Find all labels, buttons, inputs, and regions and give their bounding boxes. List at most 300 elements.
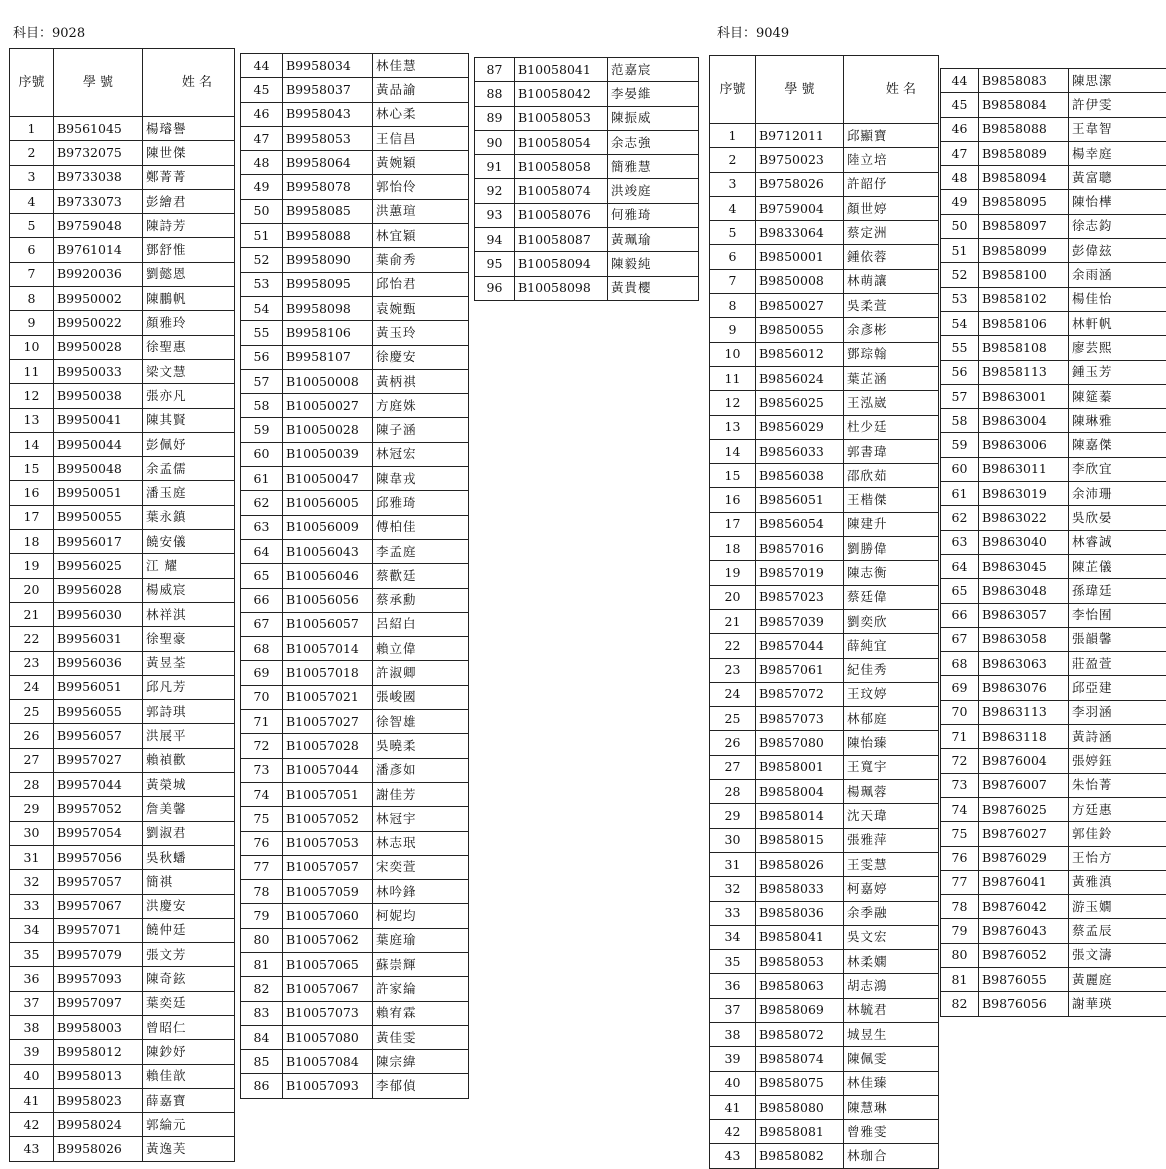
- row-seq: 73: [941, 773, 979, 797]
- table-row: [10, 1113, 235, 1137]
- table-row: [941, 141, 1166, 165]
- row-seq: 4: [710, 196, 756, 220]
- row-student-id: B9857061: [756, 658, 844, 682]
- row-seq: 2: [10, 141, 54, 165]
- row-student-id: B9858106: [979, 311, 1069, 335]
- row-student-name: 江 耀: [143, 554, 235, 578]
- row-student-name: 徐聖豪: [143, 627, 235, 651]
- row-student-name: 邱凡芳: [143, 675, 235, 699]
- row-seq: 9: [710, 318, 756, 342]
- row-student-name: 林宜穎: [373, 224, 469, 248]
- row-student-id: B10057060: [283, 904, 373, 928]
- row-seq: 55: [941, 336, 979, 360]
- row-student-name: 林志珉: [373, 831, 469, 855]
- row-seq: 43: [10, 1137, 54, 1161]
- row-seq: 50: [241, 199, 283, 223]
- row-student-name: 陳子涵: [373, 418, 469, 442]
- row-seq: 92: [475, 179, 515, 203]
- row-seq: 63: [241, 515, 283, 539]
- row-student-name: 蔡孟辰: [1069, 919, 1166, 943]
- row-student-id: B9956051: [54, 675, 143, 699]
- row-student-id: B9950044: [54, 432, 143, 456]
- row-student-id: B9857019: [756, 561, 844, 585]
- row-seq: 28: [710, 780, 756, 804]
- row-student-name: 洪慶安: [143, 894, 235, 918]
- row-seq: 37: [710, 998, 756, 1022]
- row-student-id: B10057059: [283, 880, 373, 904]
- row-seq: 48: [941, 166, 979, 190]
- row-student-id: B9863057: [979, 603, 1069, 627]
- row-student-name: 李欣宜: [1069, 457, 1166, 481]
- row-student-name: 彭偉玆: [1069, 239, 1166, 263]
- row-seq: 46: [241, 102, 283, 126]
- table-row: [710, 901, 939, 925]
- row-student-id: B9958085: [283, 199, 373, 223]
- table-row: [241, 224, 469, 248]
- row-student-name: 林心柔: [373, 102, 469, 126]
- row-student-name: 邱亞建: [1069, 676, 1166, 700]
- row-student-id: B9858082: [756, 1144, 844, 1168]
- row-student-id: B9858004: [756, 780, 844, 804]
- row-seq: 70: [241, 685, 283, 709]
- row-seq: 40: [710, 1071, 756, 1095]
- table-row: [710, 877, 939, 901]
- row-student-id: B9876004: [979, 749, 1069, 773]
- row-student-name: 王韋智: [1069, 117, 1166, 141]
- row-student-name: 方庭姝: [373, 394, 469, 418]
- row-student-name: 洪蕙瑄: [373, 199, 469, 223]
- table-row: [710, 391, 939, 415]
- table-row: [941, 457, 1166, 481]
- header-name: 姓 名: [143, 49, 235, 117]
- table-row: [10, 1137, 235, 1161]
- row-seq: 41: [10, 1088, 54, 1112]
- row-student-id: B9958088: [283, 224, 373, 248]
- row-student-name: 呂紹白: [373, 612, 469, 636]
- row-student-name: 許家綸: [373, 977, 469, 1001]
- table-row: [241, 345, 469, 369]
- row-seq: 34: [710, 925, 756, 949]
- row-seq: 44: [941, 69, 979, 93]
- table-row: [710, 1144, 939, 1168]
- row-student-id: B9863001: [979, 384, 1069, 408]
- row-student-name: 曾雅雯: [844, 1120, 939, 1144]
- table-row: [10, 505, 235, 529]
- table-row: [10, 262, 235, 286]
- table-row: [10, 457, 235, 481]
- table-row: [10, 602, 235, 626]
- row-student-id: B9876042: [979, 895, 1069, 919]
- table-row: [241, 637, 469, 661]
- row-student-name: 顏雅玲: [143, 311, 235, 335]
- row-student-name: 黃富聰: [1069, 166, 1166, 190]
- row-seq: 10: [10, 335, 54, 359]
- table-row: [241, 952, 469, 976]
- table-row: [241, 661, 469, 685]
- table-row: [10, 238, 235, 262]
- table-row: [241, 102, 469, 126]
- row-seq: 38: [710, 1022, 756, 1046]
- row-seq: 91: [475, 155, 515, 179]
- row-student-name: 方廷惠: [1069, 797, 1166, 821]
- row-student-id: B9957052: [54, 797, 143, 821]
- row-student-id: B9876056: [979, 992, 1069, 1016]
- row-seq: 62: [241, 491, 283, 515]
- row-seq: 96: [475, 276, 515, 300]
- table-row: [710, 196, 939, 220]
- table-row: [710, 974, 939, 998]
- subject-label-9049: 科目：9049: [717, 22, 789, 41]
- table-row: [710, 682, 939, 706]
- row-student-name: 彭佩妤: [143, 432, 235, 456]
- row-student-id: B9856033: [756, 439, 844, 463]
- row-student-id: B9856029: [756, 415, 844, 439]
- table-row: [941, 433, 1166, 457]
- row-student-name: 簡祺: [143, 870, 235, 894]
- row-seq: 89: [475, 106, 515, 130]
- row-student-name: 林佳臻: [844, 1071, 939, 1095]
- row-student-id: B10057067: [283, 977, 373, 1001]
- row-student-id: B9920036: [54, 262, 143, 286]
- row-seq: 50: [941, 214, 979, 238]
- row-student-name: 徐慶安: [373, 345, 469, 369]
- row-seq: 51: [941, 239, 979, 263]
- row-seq: 33: [10, 894, 54, 918]
- row-student-name: 林吟鋒: [373, 880, 469, 904]
- row-seq: 56: [241, 345, 283, 369]
- row-student-name: 紀佳秀: [844, 658, 939, 682]
- row-student-id: B9858099: [979, 239, 1069, 263]
- table-row: [241, 199, 469, 223]
- row-seq: 82: [241, 977, 283, 1001]
- row-student-id: B10056057: [283, 612, 373, 636]
- table-row: [10, 821, 235, 845]
- row-student-id: B9957093: [54, 967, 143, 991]
- table-row: [10, 845, 235, 869]
- row-seq: 31: [10, 845, 54, 869]
- table-row: [475, 203, 699, 227]
- row-seq: 54: [241, 296, 283, 320]
- row-student-id: B9876055: [979, 967, 1069, 991]
- row-student-id: B9858063: [756, 974, 844, 998]
- row-student-id: B9858088: [979, 117, 1069, 141]
- row-seq: 47: [941, 141, 979, 165]
- row-seq: 59: [241, 418, 283, 442]
- row-student-id: B10058054: [515, 130, 608, 154]
- table-row: [710, 950, 939, 974]
- row-student-id: B9958106: [283, 321, 373, 345]
- row-seq: 15: [10, 457, 54, 481]
- row-student-id: B9950028: [54, 335, 143, 359]
- row-seq: 82: [941, 992, 979, 1016]
- row-student-name: 余季融: [844, 901, 939, 925]
- row-student-name: 李孟庭: [373, 539, 469, 563]
- row-student-name: 陳韋戎: [373, 467, 469, 491]
- header-row: [10, 49, 235, 117]
- row-student-name: 洪竣庭: [608, 179, 699, 203]
- row-student-id: B9957054: [54, 821, 143, 845]
- table-row: [941, 384, 1166, 408]
- row-seq: 56: [941, 360, 979, 384]
- row-student-name: 陳怡樺: [1069, 190, 1166, 214]
- table-row: [10, 651, 235, 675]
- row-seq: 21: [10, 602, 54, 626]
- row-student-id: B9858069: [756, 998, 844, 1022]
- table-row: [710, 561, 939, 585]
- table-row: [241, 880, 469, 904]
- row-seq: 74: [941, 797, 979, 821]
- table-row: [710, 1071, 939, 1095]
- row-student-name: 孫瑋廷: [1069, 579, 1166, 603]
- row-seq: 71: [941, 725, 979, 749]
- table-row: [241, 710, 469, 734]
- row-seq: 30: [710, 828, 756, 852]
- row-student-id: B9876025: [979, 797, 1069, 821]
- row-seq: 72: [241, 734, 283, 758]
- row-student-id: B9950002: [54, 287, 143, 311]
- table-row: [941, 797, 1166, 821]
- row-student-id: B10058042: [515, 82, 608, 106]
- row-student-name: 陳鵬帆: [143, 287, 235, 311]
- row-seq: 13: [10, 408, 54, 432]
- row-student-id: B9958090: [283, 248, 373, 272]
- table-row: [10, 117, 235, 141]
- row-student-name: 林毓君: [844, 998, 939, 1022]
- row-student-name: 梁文慧: [143, 359, 235, 383]
- row-student-name: 朱怡菁: [1069, 773, 1166, 797]
- table-row: [710, 366, 939, 390]
- table-row: [10, 165, 235, 189]
- table-row: [241, 248, 469, 272]
- row-seq: 65: [241, 564, 283, 588]
- row-seq: 60: [941, 457, 979, 481]
- row-student-id: B9876029: [979, 846, 1069, 870]
- table-row: [710, 415, 939, 439]
- row-student-name: 楊珮蓉: [844, 780, 939, 804]
- row-student-id: B9876043: [979, 919, 1069, 943]
- table-row: [241, 491, 469, 515]
- row-seq: 52: [241, 248, 283, 272]
- table-row: [710, 1120, 939, 1144]
- table-row: [710, 804, 939, 828]
- row-student-name: 李晏維: [608, 82, 699, 106]
- table-row: [710, 318, 939, 342]
- row-student-name: 陳琳雅: [1069, 409, 1166, 433]
- row-student-id: B9863118: [979, 725, 1069, 749]
- row-student-name: 王寬宇: [844, 755, 939, 779]
- row-seq: 79: [241, 904, 283, 928]
- row-seq: 3: [10, 165, 54, 189]
- row-student-id: B9958034: [283, 54, 373, 78]
- row-student-id: B10057084: [283, 1050, 373, 1074]
- row-student-name: 林佳慧: [373, 54, 469, 78]
- row-student-name: 楊璿譽: [143, 117, 235, 141]
- table-row: [241, 685, 469, 709]
- row-seq: 68: [241, 637, 283, 661]
- row-seq: 65: [941, 579, 979, 603]
- row-seq: 76: [241, 831, 283, 855]
- row-student-id: B9957057: [54, 870, 143, 894]
- row-seq: 61: [241, 467, 283, 491]
- row-seq: 18: [710, 537, 756, 561]
- row-student-name: 蔡承勳: [373, 588, 469, 612]
- row-student-id: B9957097: [54, 991, 143, 1015]
- row-student-name: 陸立培: [844, 148, 939, 172]
- row-student-id: B9561045: [54, 117, 143, 141]
- table-row: [941, 554, 1166, 578]
- row-student-name: 詹美馨: [143, 797, 235, 821]
- table-row: [241, 807, 469, 831]
- row-student-id: B9858102: [979, 287, 1069, 311]
- row-student-id: B9950048: [54, 457, 143, 481]
- row-student-id: B9956025: [54, 554, 143, 578]
- row-seq: 27: [10, 748, 54, 772]
- row-student-id: B9850001: [756, 245, 844, 269]
- row-seq: 51: [241, 224, 283, 248]
- row-student-id: B10057080: [283, 1025, 373, 1049]
- row-student-id: B10058053: [515, 106, 608, 130]
- row-seq: 7: [10, 262, 54, 286]
- table-row: [710, 731, 939, 755]
- table-row: [241, 467, 469, 491]
- row-seq: 35: [10, 943, 54, 967]
- row-student-id: B10058041: [515, 58, 608, 82]
- table-row: [941, 69, 1166, 93]
- row-student-name: 張亦凡: [143, 384, 235, 408]
- row-seq: 8: [710, 294, 756, 318]
- row-student-id: B9750023: [756, 148, 844, 172]
- table-row: [710, 1022, 939, 1046]
- table-row: [10, 894, 235, 918]
- row-student-name: 賴立偉: [373, 637, 469, 661]
- row-student-id: B9856025: [756, 391, 844, 415]
- row-student-name: 陳筵蓁: [1069, 384, 1166, 408]
- table-row: [941, 482, 1166, 506]
- table-row: [941, 603, 1166, 627]
- row-student-name: 黃品諭: [373, 78, 469, 102]
- row-student-name: 游玉嫺: [1069, 895, 1166, 919]
- row-seq: 19: [10, 554, 54, 578]
- row-seq: 53: [941, 287, 979, 311]
- row-student-id: B10050028: [283, 418, 373, 442]
- table-row: [10, 991, 235, 1015]
- row-student-id: B10057093: [283, 1074, 373, 1098]
- table-row: [241, 612, 469, 636]
- table-row: [241, 977, 469, 1001]
- table-row: [710, 707, 939, 731]
- row-student-name: 黃榮城: [143, 773, 235, 797]
- table-row: [941, 749, 1166, 773]
- table-row: [10, 335, 235, 359]
- row-seq: 43: [710, 1144, 756, 1168]
- row-student-name: 王雯慧: [844, 852, 939, 876]
- row-seq: 18: [10, 530, 54, 554]
- row-student-id: B9857016: [756, 537, 844, 561]
- row-student-id: B9957067: [54, 894, 143, 918]
- table-row: [241, 54, 469, 78]
- row-student-id: B10050027: [283, 394, 373, 418]
- table-row: [710, 780, 939, 804]
- table-row: [10, 481, 235, 505]
- row-student-name: 廖芸熙: [1069, 336, 1166, 360]
- row-student-name: 潘玉庭: [143, 481, 235, 505]
- row-seq: 32: [710, 877, 756, 901]
- row-seq: 78: [241, 880, 283, 904]
- table-row: [475, 82, 699, 106]
- row-student-name: 葉芷涵: [844, 366, 939, 390]
- row-student-id: B10056043: [283, 539, 373, 563]
- row-seq: 4: [10, 189, 54, 213]
- row-student-name: 胡志鴻: [844, 974, 939, 998]
- row-student-id: B9863113: [979, 700, 1069, 724]
- row-student-name: 陳思潔: [1069, 69, 1166, 93]
- row-student-name: 莊盈萱: [1069, 652, 1166, 676]
- row-student-id: B9858080: [756, 1095, 844, 1119]
- row-student-name: 柯嘉婷: [844, 877, 939, 901]
- row-student-id: B10057057: [283, 855, 373, 879]
- table-row: [710, 755, 939, 779]
- row-student-id: B9858113: [979, 360, 1069, 384]
- row-student-id: B9858036: [756, 901, 844, 925]
- table-row: [10, 287, 235, 311]
- table-row: [241, 928, 469, 952]
- row-student-id: B9958078: [283, 175, 373, 199]
- row-student-name: 陳鈔妤: [143, 1040, 235, 1064]
- row-student-id: B10056009: [283, 515, 373, 539]
- row-seq: 14: [710, 439, 756, 463]
- row-student-name: 陳毅純: [608, 252, 699, 276]
- row-seq: 59: [941, 433, 979, 457]
- row-student-name: 吳文宏: [844, 925, 939, 949]
- row-student-id: B9759048: [54, 214, 143, 238]
- row-seq: 49: [241, 175, 283, 199]
- row-student-name: 吳欣晏: [1069, 506, 1166, 530]
- row-student-id: B9956055: [54, 700, 143, 724]
- row-student-name: 謝華瑛: [1069, 992, 1166, 1016]
- roster-9028-col1: [9, 48, 235, 1162]
- row-student-id: B9958037: [283, 78, 373, 102]
- row-seq: 39: [710, 1047, 756, 1071]
- row-student-id: B9863019: [979, 482, 1069, 506]
- row-seq: 95: [475, 252, 515, 276]
- row-seq: 66: [941, 603, 979, 627]
- table-row: [241, 1050, 469, 1074]
- row-student-name: 王怡方: [1069, 846, 1166, 870]
- row-student-id: B10057021: [283, 685, 373, 709]
- row-seq: 80: [241, 928, 283, 952]
- row-seq: 57: [941, 384, 979, 408]
- row-student-name: 劉奕欣: [844, 609, 939, 633]
- row-seq: 81: [241, 952, 283, 976]
- row-student-name: 饒仲廷: [143, 918, 235, 942]
- row-student-name: 郭怡伶: [373, 175, 469, 199]
- row-student-name: 城昱生: [844, 1022, 939, 1046]
- row-student-name: 鄧琮翰: [844, 342, 939, 366]
- table-row: [10, 797, 235, 821]
- row-student-id: B9858097: [979, 214, 1069, 238]
- table-row: [941, 166, 1166, 190]
- row-seq: 25: [10, 700, 54, 724]
- table-row: [941, 287, 1166, 311]
- row-student-name: 李怡囿: [1069, 603, 1166, 627]
- row-student-name: 李羽涵: [1069, 700, 1166, 724]
- row-seq: 12: [710, 391, 756, 415]
- table-row: [941, 579, 1166, 603]
- row-student-name: 張韻馨: [1069, 627, 1166, 651]
- table-row: [10, 408, 235, 432]
- row-seq: 6: [10, 238, 54, 262]
- header-name: 姓 名: [844, 56, 939, 124]
